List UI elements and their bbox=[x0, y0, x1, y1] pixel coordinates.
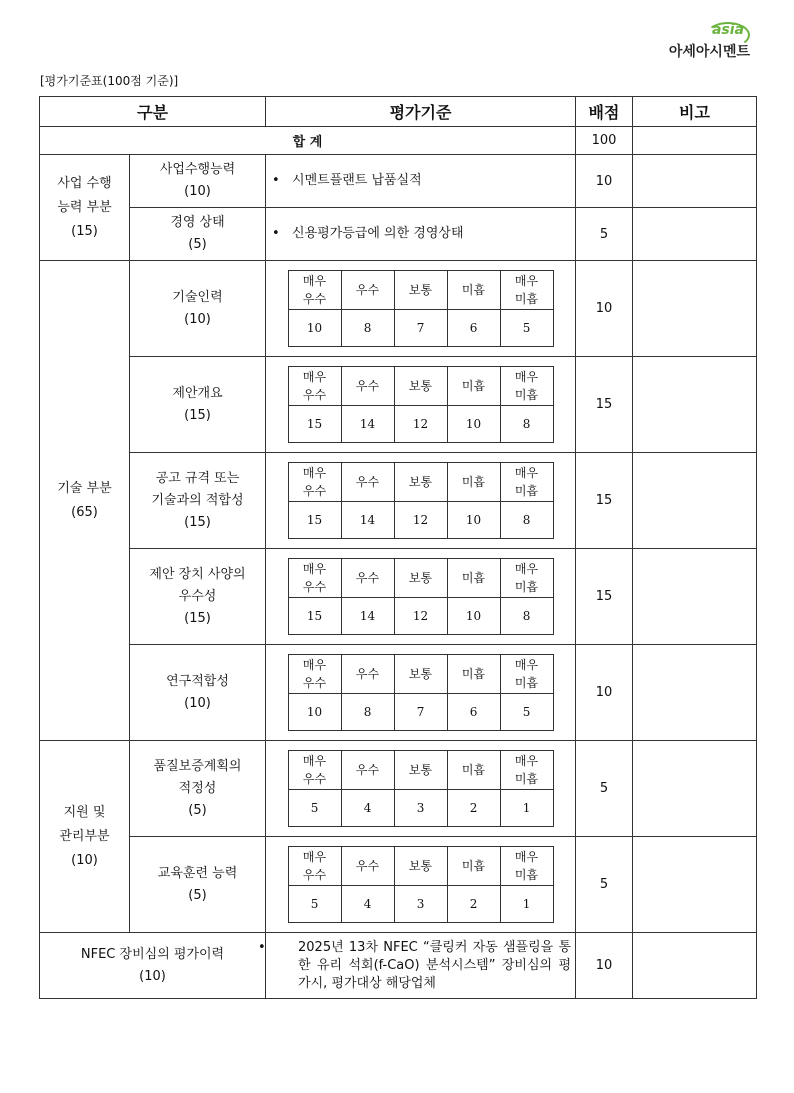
scale-value: 2 bbox=[447, 886, 500, 923]
scale-value: 4 bbox=[341, 886, 394, 923]
scale-label: 우수 bbox=[341, 271, 394, 310]
scale-label: 매우 미흡 bbox=[500, 655, 553, 694]
criterion-label: 교육훈련 능력 (5) bbox=[130, 837, 266, 933]
scale-label: 미흡 bbox=[447, 751, 500, 790]
total-score: 100 bbox=[576, 127, 633, 155]
remarks-cell bbox=[633, 453, 757, 549]
rating-scale-cell bbox=[266, 837, 576, 933]
table-row bbox=[40, 549, 757, 645]
rating-scale-cell bbox=[266, 261, 576, 357]
criterion-label: 기술인력 (10) bbox=[130, 261, 266, 357]
scale-label: 미흡 bbox=[447, 559, 500, 598]
score-cell: 15 bbox=[576, 357, 633, 453]
scale-label: 매우 미흡 bbox=[500, 367, 553, 406]
score-cell: 15 bbox=[576, 453, 633, 549]
criterion-description: • 시멘트플랜트 납품실적 bbox=[266, 155, 576, 208]
scale-value: 6 bbox=[447, 694, 500, 731]
scale-value: 15 bbox=[288, 406, 341, 443]
rating-scale-cell bbox=[266, 549, 576, 645]
scale-label: 우수 bbox=[341, 463, 394, 502]
logo-accent-text: asia bbox=[711, 22, 744, 38]
nfec-label: NFEC 장비심의 평가이력 (10) bbox=[40, 933, 266, 999]
logo-company-name: 아세아시멘트 bbox=[668, 44, 750, 60]
scale-value: 10 bbox=[288, 310, 341, 347]
table-row bbox=[40, 453, 757, 549]
score-cell: 5 bbox=[576, 837, 633, 933]
score-cell: 10 bbox=[576, 261, 633, 357]
scale-label: 보통 bbox=[394, 367, 447, 406]
scale-value: 1 bbox=[500, 790, 553, 827]
scale-value: 8 bbox=[500, 502, 553, 539]
rating-scale-cell bbox=[266, 741, 576, 837]
scale-value: 10 bbox=[447, 406, 500, 443]
remarks-cell bbox=[633, 933, 757, 999]
section-tech-label: 기술 부분 (65) bbox=[40, 261, 130, 741]
criterion-label: 연구적합성 (10) bbox=[130, 645, 266, 741]
score-cell: 10 bbox=[576, 155, 633, 208]
scale-label: 우수 bbox=[341, 559, 394, 598]
header-score: 배점 bbox=[576, 97, 633, 127]
scale-label: 매우 우수 bbox=[288, 655, 341, 694]
scale-value: 7 bbox=[394, 694, 447, 731]
scale-value: 12 bbox=[394, 406, 447, 443]
rating-scale-cell bbox=[266, 453, 576, 549]
header-remarks: 비고 bbox=[633, 97, 757, 127]
scale-label: 매우 우수 bbox=[288, 751, 341, 790]
table-row bbox=[40, 155, 757, 208]
score-cell: 5 bbox=[576, 741, 633, 837]
scale-value: 5 bbox=[288, 790, 341, 827]
score-cell: 5 bbox=[576, 208, 633, 261]
criterion-label: 공고 규격 또는 기술과의 적합성 (15) bbox=[130, 453, 266, 549]
scale-value: 8 bbox=[500, 406, 553, 443]
scale-label: 보통 bbox=[394, 751, 447, 790]
scale-value: 10 bbox=[447, 502, 500, 539]
scale-label: 매우 우수 bbox=[288, 847, 341, 886]
criterion-label: 품질보증계획의 적정성 (5) bbox=[130, 741, 266, 837]
remarks-cell bbox=[633, 645, 757, 741]
score-cell: 10 bbox=[576, 933, 633, 999]
rating-scale-cell bbox=[266, 357, 576, 453]
scale-value: 3 bbox=[394, 790, 447, 827]
scale-value: 5 bbox=[288, 886, 341, 923]
company-logo bbox=[630, 22, 750, 62]
remarks-cell bbox=[633, 357, 757, 453]
evaluation-criteria-table bbox=[39, 96, 757, 999]
scale-label: 우수 bbox=[341, 847, 394, 886]
scale-value: 3 bbox=[394, 886, 447, 923]
scale-label: 매우 미흡 bbox=[500, 559, 553, 598]
scale-label: 매우 미흡 bbox=[500, 847, 553, 886]
rating-scale bbox=[288, 366, 554, 443]
section-business-label: 사업 수행 능력 부분 (15) bbox=[40, 155, 130, 261]
table-row bbox=[40, 933, 757, 999]
criterion-label: 제안 장치 사양의 우수성 (15) bbox=[130, 549, 266, 645]
rating-scale bbox=[288, 270, 554, 347]
scale-value: 5 bbox=[500, 310, 553, 347]
remarks-cell bbox=[633, 549, 757, 645]
total-row bbox=[40, 127, 757, 155]
scale-value: 15 bbox=[288, 502, 341, 539]
scale-value: 10 bbox=[288, 694, 341, 731]
header-category: 구분 bbox=[40, 97, 266, 127]
scale-label: 우수 bbox=[341, 655, 394, 694]
rating-scale bbox=[288, 558, 554, 635]
section-support-label: 지원 및 관리부분 (10) bbox=[40, 741, 130, 933]
scale-label: 보통 bbox=[394, 847, 447, 886]
scale-value: 1 bbox=[500, 886, 553, 923]
scale-value: 12 bbox=[394, 502, 447, 539]
remarks-cell bbox=[633, 837, 757, 933]
remarks-cell bbox=[633, 208, 757, 261]
rating-scale bbox=[288, 750, 554, 827]
score-cell: 10 bbox=[576, 645, 633, 741]
bullet-icon: • bbox=[272, 173, 280, 188]
table-caption: [평가기준표(100점 기준)] bbox=[40, 74, 179, 88]
scale-value: 10 bbox=[447, 598, 500, 635]
score-cell: 15 bbox=[576, 549, 633, 645]
rating-scale bbox=[288, 846, 554, 923]
scale-label: 미흡 bbox=[447, 655, 500, 694]
scale-value: 8 bbox=[341, 694, 394, 731]
scale-value: 4 bbox=[341, 790, 394, 827]
rating-scale-cell bbox=[266, 645, 576, 741]
table-row bbox=[40, 261, 757, 357]
scale-label: 우수 bbox=[341, 751, 394, 790]
scale-label: 우수 bbox=[341, 367, 394, 406]
scale-value: 5 bbox=[500, 694, 553, 731]
scale-label: 보통 bbox=[394, 271, 447, 310]
scale-value: 2 bbox=[447, 790, 500, 827]
scale-value: 14 bbox=[341, 502, 394, 539]
scale-label: 보통 bbox=[394, 559, 447, 598]
criterion-description: • 2025년 13차 NFEC “클링커 자동 샘플링을 통한 유리 석회(f-CaO) 분석시스템” 장비심의 평가시, 평가대상 해당업체 bbox=[266, 933, 576, 999]
scale-label: 매우 미흡 bbox=[500, 463, 553, 502]
scale-label: 매우 우수 bbox=[288, 463, 341, 502]
scale-value: 14 bbox=[341, 406, 394, 443]
scale-value: 14 bbox=[341, 598, 394, 635]
scale-label: 보통 bbox=[394, 463, 447, 502]
rating-scale bbox=[288, 462, 554, 539]
remarks-cell bbox=[633, 155, 757, 208]
scale-label: 미흡 bbox=[447, 367, 500, 406]
remarks-cell bbox=[633, 741, 757, 837]
scale-label: 매우 우수 bbox=[288, 367, 341, 406]
scale-label: 매우 미흡 bbox=[500, 751, 553, 790]
table-row bbox=[40, 357, 757, 453]
table-row bbox=[40, 208, 757, 261]
scale-label: 매우 우수 bbox=[288, 559, 341, 598]
scale-label: 매우 우수 bbox=[288, 271, 341, 310]
scale-label: 미흡 bbox=[447, 847, 500, 886]
header-criteria: 평가기준 bbox=[266, 97, 576, 127]
total-remarks bbox=[633, 127, 757, 155]
scale-value: 12 bbox=[394, 598, 447, 635]
scale-value: 7 bbox=[394, 310, 447, 347]
table-row bbox=[40, 741, 757, 837]
remarks-cell bbox=[633, 261, 757, 357]
total-label: 합 계 bbox=[40, 127, 576, 155]
scale-label: 미흡 bbox=[447, 463, 500, 502]
scale-label: 미흡 bbox=[447, 271, 500, 310]
scale-value: 6 bbox=[447, 310, 500, 347]
criterion-label: 제안개요 (15) bbox=[130, 357, 266, 453]
scale-label: 매우 미흡 bbox=[500, 271, 553, 310]
criterion-label: 사업수행능력 (10) bbox=[130, 155, 266, 208]
scale-value: 8 bbox=[341, 310, 394, 347]
table-row bbox=[40, 837, 757, 933]
bullet-icon: • bbox=[272, 226, 280, 241]
table-row bbox=[40, 645, 757, 741]
bullet-icon: • bbox=[258, 939, 266, 955]
scale-label: 보통 bbox=[394, 655, 447, 694]
criterion-label: 경영 상태 (5) bbox=[130, 208, 266, 261]
criterion-description: • 신용평가등급에 의한 경영상태 bbox=[266, 208, 576, 261]
rating-scale bbox=[288, 654, 554, 731]
scale-value: 15 bbox=[288, 598, 341, 635]
header-row bbox=[40, 97, 757, 127]
scale-value: 8 bbox=[500, 598, 553, 635]
